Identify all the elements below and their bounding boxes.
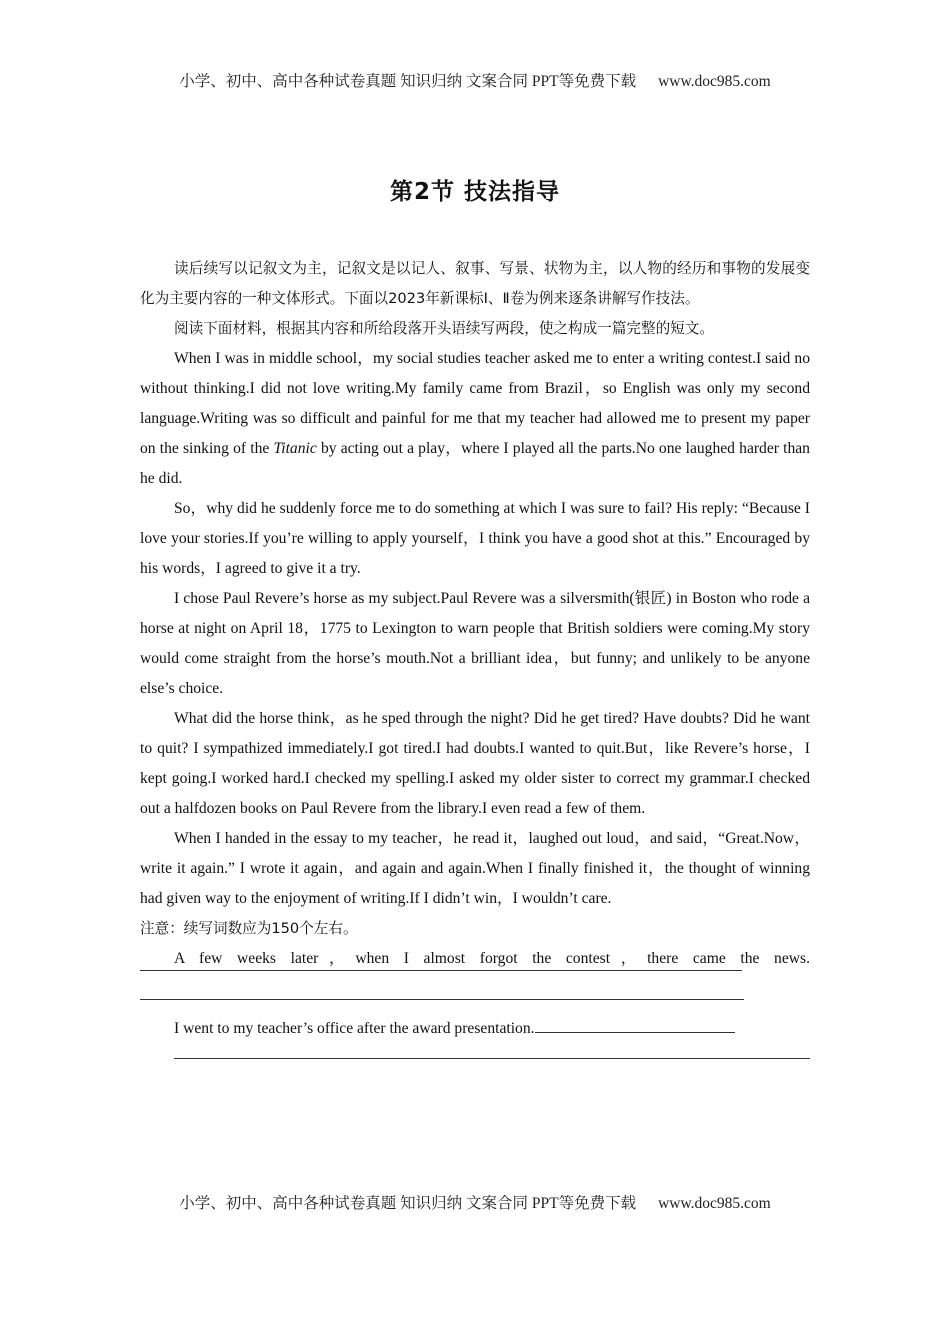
intro-paragraph: 读后续写以记叙文为主，记叙文是以记人、叙事、写景、状物为主，以人物的经历和事物的发展变化为主要内容的一种文体形式。下面以2023年新课标Ⅰ、Ⅱ卷为例来逐条讲解写作技法。 [140, 260, 810, 307]
document-body [140, 254, 810, 1059]
story-paragraph-2: So，why did he suddenly force me to do something at which I was sure to fail? His reply: “Because I love your stories.If you’re willing to apply yourself，I think you have a good shot at this.” Encouraged by his words，I agreed to give it a try. [140, 500, 810, 577]
continuation-opening-2-text: I went to my teacher’s office after the award presentation. [174, 1020, 535, 1037]
story-paragraph-1 [140, 344, 810, 494]
story-p1-b: by acting out a play，where I played all the parts.No one laughed harder than he did. [140, 440, 810, 487]
page-footer [0, 1191, 950, 1213]
footer-text: 小学、初中、高中各种试卷真题 知识归纳 文案合同 PPT等免费下载 [179, 1195, 637, 1212]
page-header [0, 69, 950, 91]
section-title: 第2节 技法指导 [389, 179, 560, 205]
note-text: 注意：续写词数应为150个左右。 [140, 920, 358, 937]
answer-line-3[interactable] [535, 1016, 735, 1033]
story-p1-a: When I was in middle school，my social studies teacher asked me to enter a writing contest.I said no without thinking.I did not love writing.My family came from Brazil，so English was only my second language.Writing was so difficult and painful for me that my teacher had allowed me to present my paper on the sinking of the [140, 350, 810, 457]
story-paragraph-3: I chose Paul Revere’s horse as my subject.Paul Revere was a silversmith(银匠) in Boston who rode a horse at night on April 18，1775 to Lexington to warn people that British soldiers were coming.My story would come straight from the horse’s mouth.Not a brilliant idea，but funny; and unlikely to be anyone else’s choice. [140, 590, 810, 697]
instruction-paragraph: 阅读下面材料，根据其内容和所给段落开头语续写两段，使之构成一篇完整的短文。 [174, 320, 714, 337]
story-paragraph-4: What did the horse think，as he sped through the night? Did he get tired? Have doubts? Did he want to quit? I sympathized immediately.I got tired.I had doubts.I wanted to quit.But，like Revere’s horse，I kept going.I worked hard.I checked my spelling.I asked my older sister to correct my grammar.I checked out a halfdozen books on Paul Revere from the library.I even read a few of them. [140, 710, 810, 817]
answer-line-4[interactable] [174, 1058, 810, 1059]
story-p1-italic: Titanic [273, 440, 317, 457]
story-paragraph-5: When I handed in the essay to my teacher，he read it，laughed out loud，and said，“Great.Now，write it again.” I wrote it again，and again and again.When I finally finished it，the thought of winning had given way to the enjoyment of writing.If I didn’t win，I wouldn’t care. [140, 830, 810, 907]
footer-site[interactable]: www.doc985.com [658, 1195, 771, 1212]
continuation-opening-2 [140, 1014, 810, 1044]
header-text: 小学、初中、高中各种试卷真题 知识归纳 文案合同 PPT等免费下载 [179, 73, 637, 90]
header-site[interactable]: www.doc985.com [658, 73, 771, 90]
continuation-opening-1: A few weeks later，when I almost forgot the contest，there came the news. [174, 950, 810, 967]
